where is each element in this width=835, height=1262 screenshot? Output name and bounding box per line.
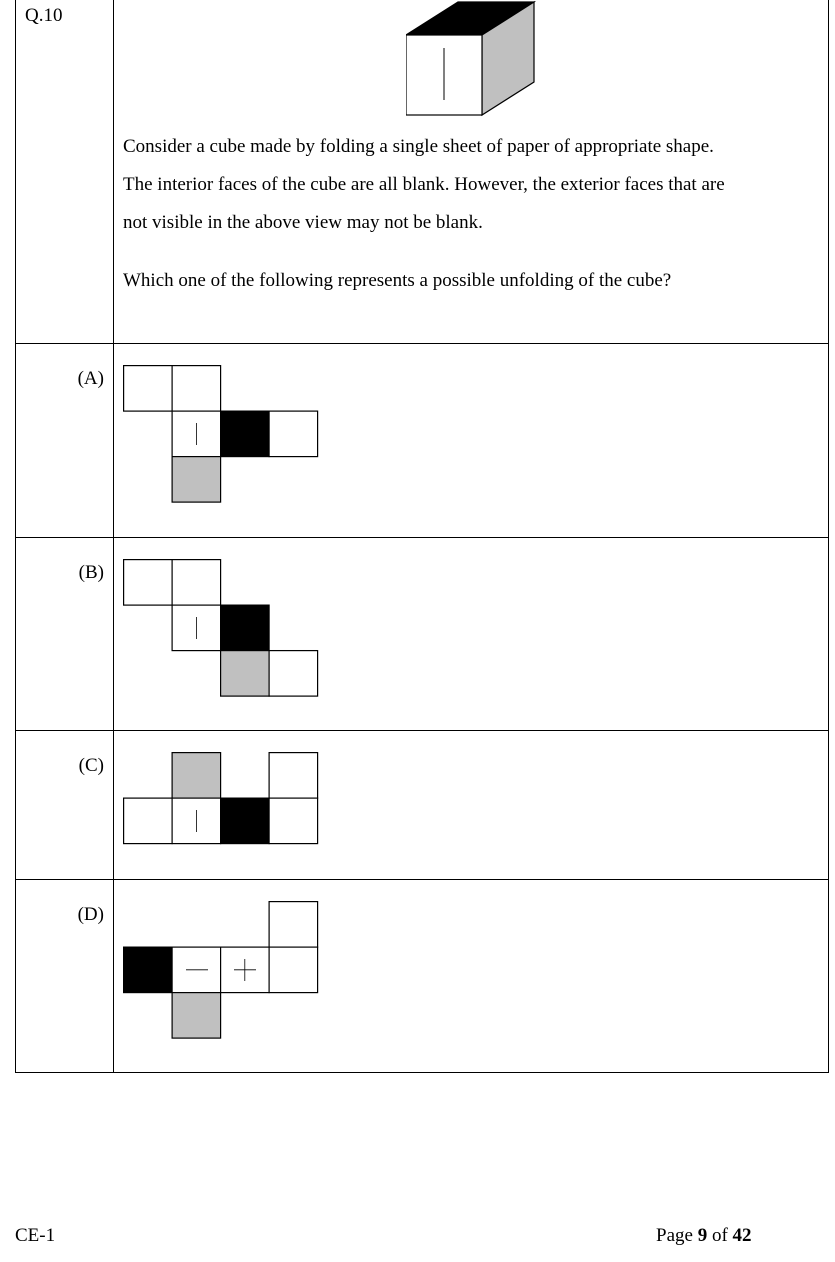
net-c-face-1 bbox=[172, 753, 221, 799]
net-b-face-4 bbox=[221, 605, 270, 651]
question-prompt: Which one of the following represents a possible unfolding of the cube? bbox=[123, 270, 672, 291]
net-a-face-2 bbox=[172, 366, 221, 412]
option-figure-cell-c bbox=[114, 731, 829, 880]
net-a-face-5 bbox=[269, 411, 318, 457]
footer-of-word: of bbox=[711, 1225, 728, 1246]
net-b-face-5 bbox=[221, 651, 270, 697]
net-a-face-4 bbox=[221, 411, 270, 457]
question-number-cell bbox=[16, 0, 114, 344]
footer-page-word: Page bbox=[656, 1225, 693, 1246]
net-d-face-1 bbox=[269, 902, 318, 948]
net-a-face-1 bbox=[124, 366, 173, 412]
option-figure-cell-d bbox=[114, 880, 829, 1073]
net-b-face-1 bbox=[124, 560, 173, 606]
option-label-a: (A) bbox=[77, 368, 104, 389]
net-b-face-2 bbox=[172, 560, 221, 606]
option-row-d bbox=[16, 880, 829, 1073]
option-label-c: (C) bbox=[78, 755, 104, 776]
net-c-face-2 bbox=[269, 753, 318, 799]
cube-drawing bbox=[406, 0, 546, 118]
footer-page-current: 9 bbox=[697, 1225, 708, 1246]
option-label-cell-d bbox=[16, 880, 114, 1073]
net-d-face-6 bbox=[172, 993, 221, 1039]
question-number: Q.10 bbox=[25, 5, 63, 26]
cube-figure bbox=[114, 0, 828, 128]
option-figure-cell-b bbox=[114, 538, 829, 731]
net-c[interactable] bbox=[123, 752, 323, 848]
option-row-a bbox=[16, 344, 829, 538]
net-c-face-6 bbox=[269, 798, 318, 844]
question-text bbox=[114, 128, 828, 300]
question-text-line-3: not visible in the above view may not be blank. bbox=[123, 212, 483, 233]
question-body-cell bbox=[114, 0, 829, 344]
net-b[interactable] bbox=[123, 559, 323, 699]
question-text-line-2: The interior faces of the cube are all blank. However, the exterior faces that are bbox=[123, 174, 725, 195]
option-label-d: (D) bbox=[77, 904, 104, 925]
option-label-cell-b bbox=[16, 538, 114, 731]
net-a-face-6 bbox=[172, 457, 221, 503]
option-row-b bbox=[16, 538, 829, 731]
question-table bbox=[15, 0, 829, 1073]
option-figure-cell-a bbox=[114, 344, 829, 538]
option-row-c bbox=[16, 731, 829, 880]
footer-page-number bbox=[656, 1225, 752, 1247]
question-row bbox=[16, 0, 829, 344]
option-label-cell-c bbox=[16, 731, 114, 880]
footer-page-total: 42 bbox=[732, 1225, 752, 1246]
net-d-face-5 bbox=[269, 947, 318, 993]
option-label-b: (B) bbox=[78, 562, 104, 583]
net-b-face-6 bbox=[269, 651, 318, 697]
net-d-face-2 bbox=[124, 947, 173, 993]
footer-paper-code: CE-1 bbox=[15, 1225, 56, 1246]
net-d[interactable] bbox=[123, 901, 323, 1041]
net-c-face-5 bbox=[221, 798, 270, 844]
net-c-face-3 bbox=[124, 798, 173, 844]
question-text-line-1: Consider a cube made by folding a single sheet of paper of appropriate shape. bbox=[123, 136, 714, 157]
option-label-cell-a bbox=[16, 344, 114, 538]
net-a[interactable] bbox=[123, 365, 323, 505]
